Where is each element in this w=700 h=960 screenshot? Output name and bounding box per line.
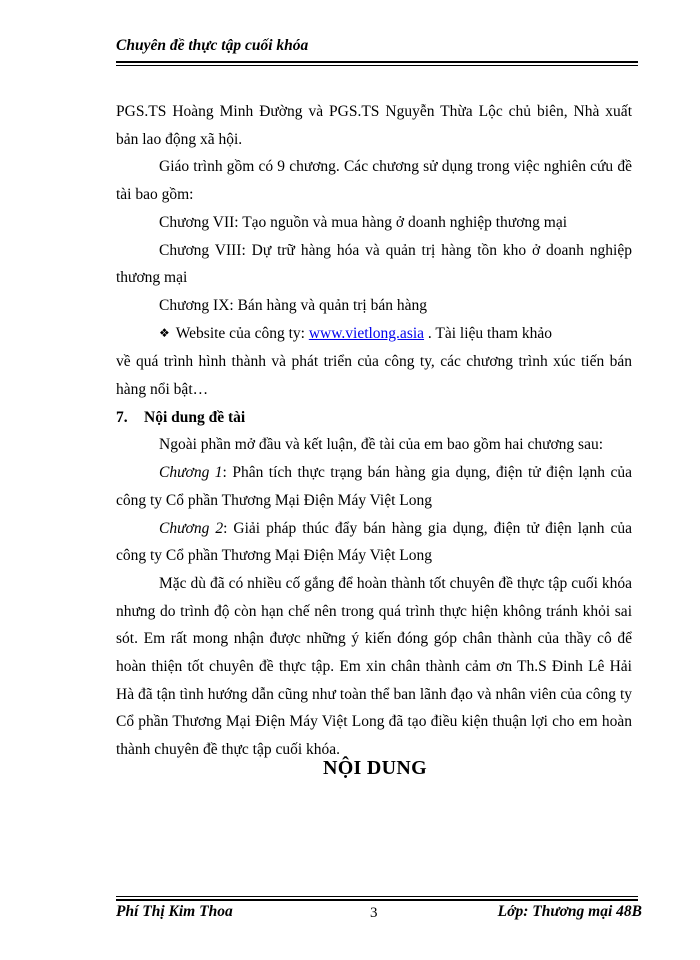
section-number: 7. [116, 408, 128, 426]
section-title: Nội dung đề tài [144, 408, 246, 426]
chapter-2-label: Chương 2 [159, 519, 224, 537]
footer-rule-thin [116, 896, 638, 897]
chapter-1-label: Chương 1 [159, 464, 223, 482]
chapter-2-text: : Giải pháp thúc đẩy bán hàng gia dụng, điện tử điện lạnh của công ty Cổ phần Thương Mại Điện Máy Việt Long [116, 519, 632, 565]
page-number: 3 [370, 905, 378, 921]
section-heading-7 [116, 404, 632, 432]
diamond-bullet-icon: ❖ [159, 325, 170, 340]
paragraph-reference-authors: PGS.TS Hoàng Minh Đường và PGS.TS Nguyễn Thừa Lộc chủ biên, Nhà xuất bản lao động xã hội. [116, 103, 632, 148]
header-rule-thick [116, 61, 638, 63]
website-bullet [116, 320, 632, 349]
main-heading: NỘI DUNG [322, 757, 428, 779]
header-rule-thin [116, 65, 638, 66]
footer-class: Lớp: Thương mại 48B [497, 903, 642, 920]
website-prefix: Website của công ty: [175, 324, 309, 342]
company-website-link[interactable]: www.vietlong.asia [308, 324, 425, 342]
footer-rule-thick [116, 899, 638, 901]
website-suffix: . Tài liệu tham khảo [424, 324, 553, 342]
chapter-ix-line: Chương IX: Bán hàng và quản trị bán hàng [159, 296, 427, 314]
chapter-vii-line: Chương VII: Tạo nguồn và mua hàng ở doanh nghiệp thương mại [159, 213, 568, 231]
paragraph-acknowledgement: Mặc dù đã có nhiều cố gắng để hoàn thành tốt chuyên đề thực tập cuối khóa nhưng do trình độ còn hạn chế nên trong quá trình thực hiện không tránh khỏi sai sót. Em rất mong nhận được những ý kiến đóng góp chân thành của thầy cô để hoàn thiện tốt chuyên đề thực tập. Em xin chân thành cảm ơn Th.S Đinh Lê Hải Hà đã tận tình hướng dẫn cũng như toàn thể ban lãnh đạo và nhân viên của công ty Cổ phần Thương Mại Điện Máy Việt Long đã tạo điều kiện thuận lợi cho em hoàn thành chuyên đề thực tập cuối khóa. [116, 574, 632, 759]
paragraph-structure-intro: Ngoài phần mở đầu và kết luận, đề tài của em bao gồm hai chương sau: [159, 436, 604, 454]
paragraph-website-desc: về quá trình hình thành và phát triển của công ty, các chương trình xúc tiến bán hàng nổi bật… [116, 353, 632, 399]
footer-author: Phí Thị Kim Thoa [116, 903, 233, 920]
paragraph-textbook-chapters: Giáo trình gồm có 9 chương. Các chương sử dụng trong việc nghiên cứu đề tài bao gồm: [116, 158, 632, 204]
chapter-1-text: : Phân tích thực trạng bán hàng gia dụng, điện tử điện lạnh của công ty Cổ phần Thương Mại Điện Máy Việt Long [116, 464, 632, 509]
chapter-1-desc [116, 459, 632, 514]
page-header-title: Chuyên đề thực tập cuối khóa [116, 37, 309, 54]
chapter-2-desc [116, 515, 632, 570]
chapter-viii-line: Chương VIII: Dự trữ hàng hóa và quản trị hàng tồn kho ở doanh nghiệp thương mại [116, 241, 632, 287]
document-body [116, 98, 632, 764]
